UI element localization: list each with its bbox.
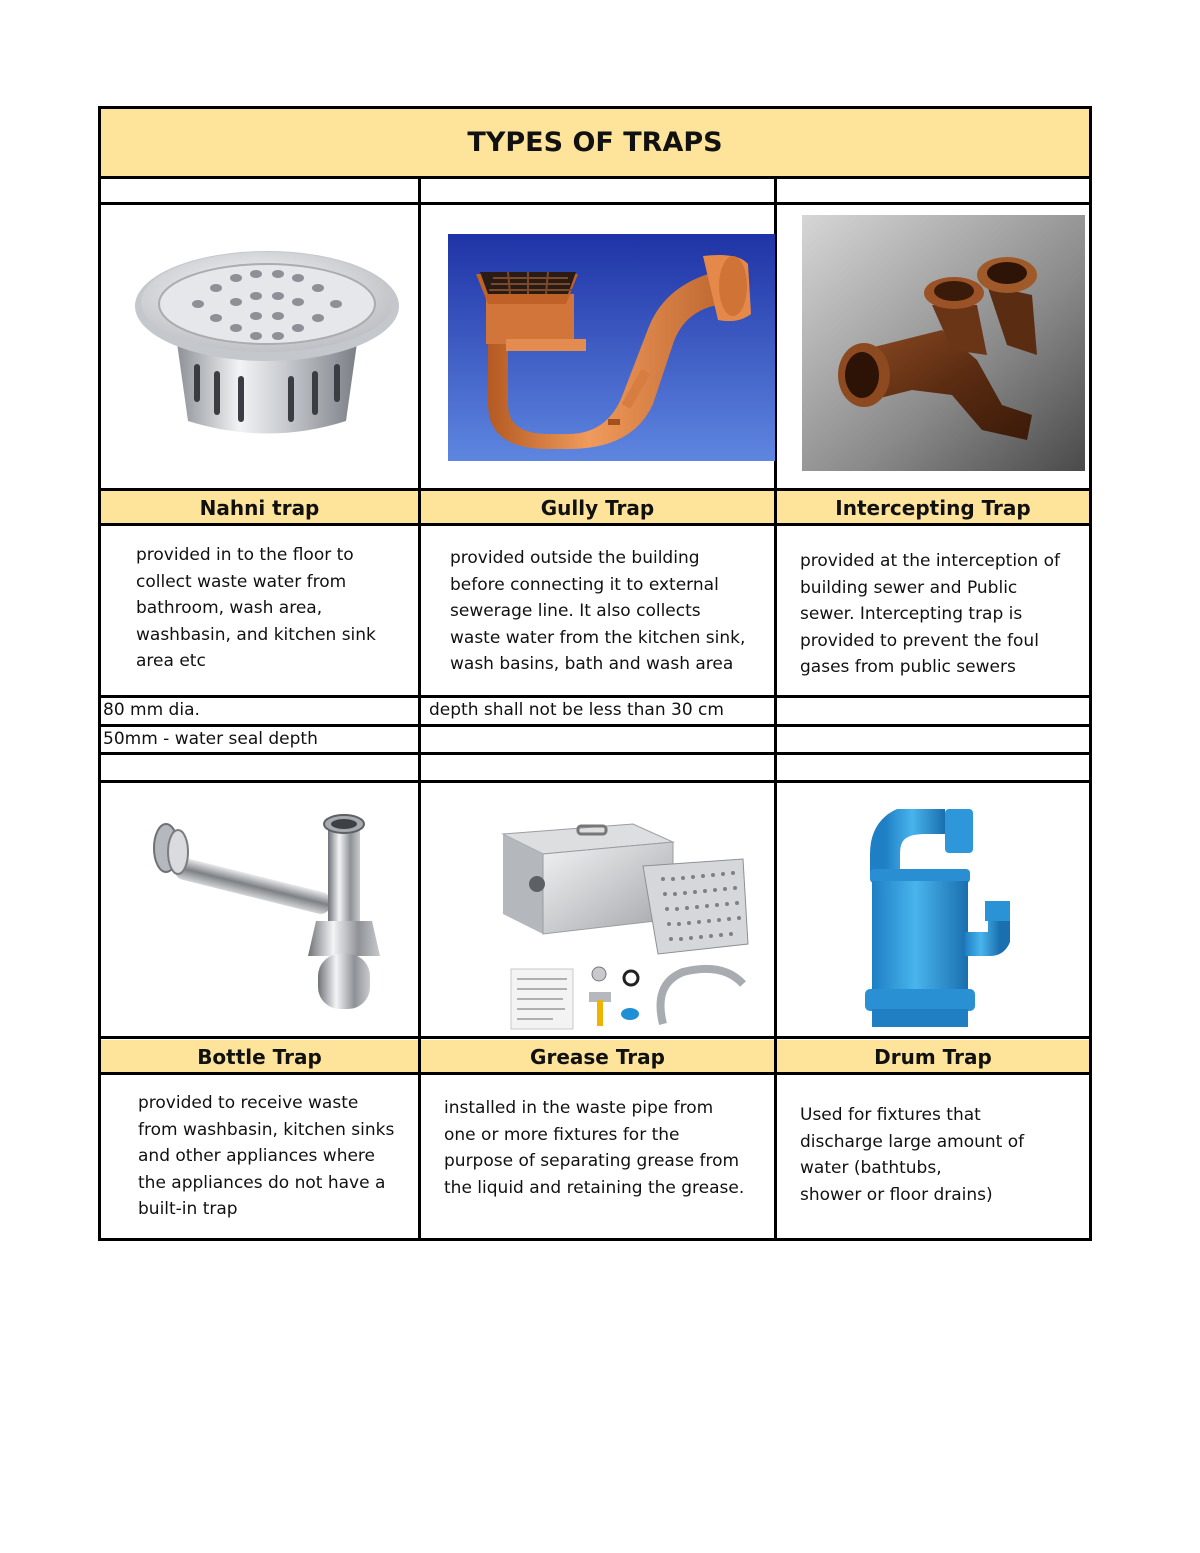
trap-description-drum: Used for fixtures that discharge large amount of water (bathtubs, shower or floor drains) (800, 1105, 1025, 1205)
trap-name-drum: Drum Trap (874, 1045, 992, 1069)
grid-line (98, 488, 1092, 491)
drum-trap-image (850, 809, 1010, 1031)
types-of-traps-table (98, 106, 1092, 1241)
grid-line (98, 1238, 1092, 1241)
trap-description-bottle: provided to receive waste from washbasin, kitchen sinks and other appliances where the appliances do not have a built-in trap (138, 1093, 395, 1219)
gully-depth-note: depth shall not be less than 30 cm (429, 700, 724, 720)
grid-line (418, 177, 421, 1241)
trap-name-bottle: Bottle Trap (197, 1045, 322, 1069)
trap-name-gully: Gully Trap (540, 496, 655, 520)
bottle-trap-image (148, 806, 398, 1016)
grid-line (1089, 106, 1092, 1241)
grid-line (98, 176, 1092, 179)
nahni-water-seal-note: 50mm - water seal depth (103, 729, 318, 749)
nahni-trap-image (128, 246, 403, 451)
trap-name-intercepting: Intercepting Trap (835, 496, 1031, 520)
trap-description-gully: provided outside the building before connecting it to external sewerage line. It also collects waste water from the kitchen sink, wash basins, bath and wash area (450, 548, 746, 674)
gully-trap-image (448, 234, 775, 461)
grid-line (98, 780, 1092, 783)
grid-line (98, 202, 1092, 205)
nahni-diameter-note: 80 mm dia. (103, 700, 200, 720)
trap-description-nahni: provided in to the floor to collect waste water from bathroom, wash area, washbasin, and kitchen sink area etc (136, 545, 376, 671)
trap-name-grease: Grease Trap (530, 1045, 665, 1069)
grid-line (98, 1036, 1092, 1039)
trap-name-nahni: Nahni trap (199, 496, 320, 520)
grease-trap-image (493, 794, 758, 1034)
intercepting-trap-image (802, 215, 1085, 471)
trap-description-intercepting: provided at the interception of building sewer and Public sewer. Intercepting trap is provided to prevent the foul gases from public sewers (800, 551, 1061, 677)
grid-line (98, 752, 1092, 755)
page-title: TYPES OF TRAPS (467, 126, 723, 158)
trap-description-grease: installed in the waste pipe from one or more fixtures for the purpose of separating grease from the liquid and retaining the grease. (444, 1098, 745, 1198)
